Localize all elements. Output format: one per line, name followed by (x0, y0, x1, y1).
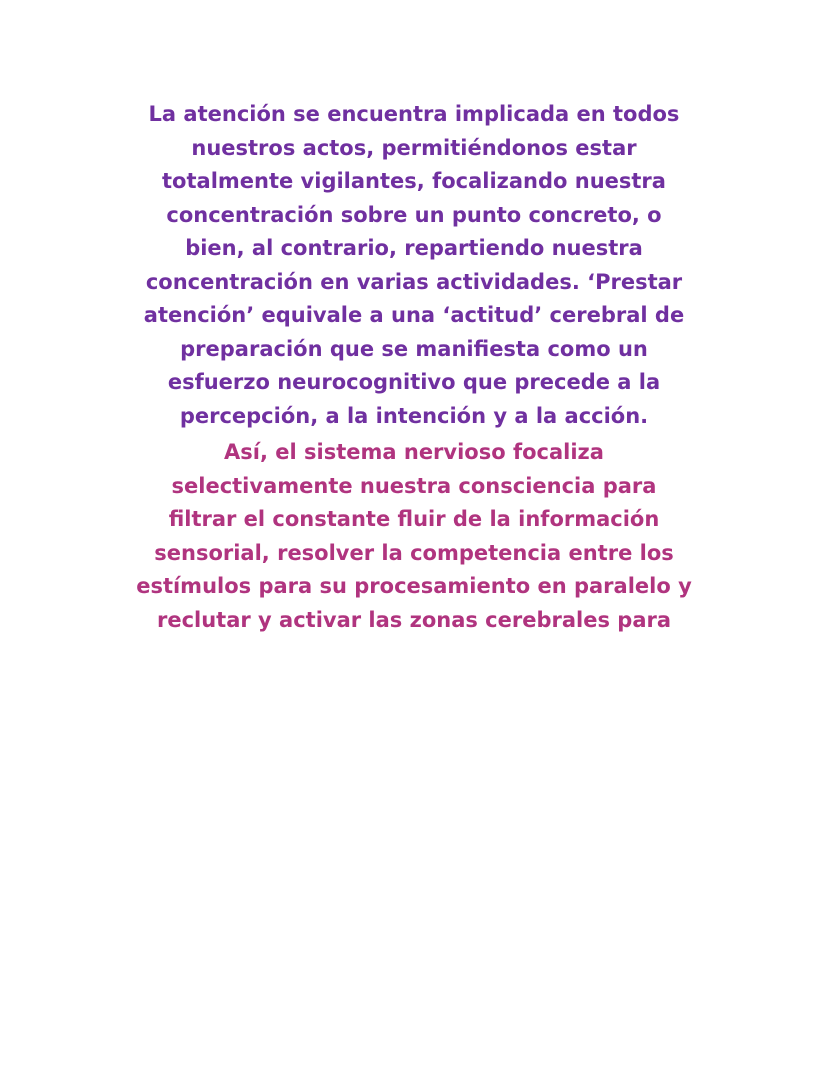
text-line: La atención se encuentra implicada en todos (148, 102, 680, 126)
text-line: estímulos para su procesamiento en paralelo y (136, 574, 692, 598)
text-line: sensorial, resolver la competencia entre los (154, 540, 674, 565)
text-line: nuestros actos, permitiéndonos estar (191, 135, 637, 160)
text-line: esfuerzo neurocognitivo que precede a la (167, 370, 661, 394)
text-line: percepción, a la intención y a la acción. (179, 403, 649, 428)
text-line: bien, al contrario, repartiendo nuestra (185, 236, 643, 260)
text-line: filtrar el constante fluir de la información (168, 507, 660, 531)
text-line: concentración sobre un punto concreto, o (166, 202, 662, 227)
paragraph-attention-intro (0, 98, 828, 433)
text-line: atención’ equivale a una ‘actitud’ cerebral de (143, 303, 685, 327)
paragraph-nervous-system (0, 436, 828, 637)
text-line: reclutar y activar las zonas cerebrales para (156, 607, 672, 632)
text-line: totalmente vigilantes, focalizando nuestra (162, 169, 666, 193)
text-line: preparación que se manifiesta como un (180, 336, 648, 361)
text-line: Así, el sistema nervioso focaliza (224, 440, 604, 464)
text-line: selectivamente nuestra consciencia para (171, 473, 657, 498)
text-line: concentración en varias actividades. ‘Prestar (145, 269, 683, 294)
